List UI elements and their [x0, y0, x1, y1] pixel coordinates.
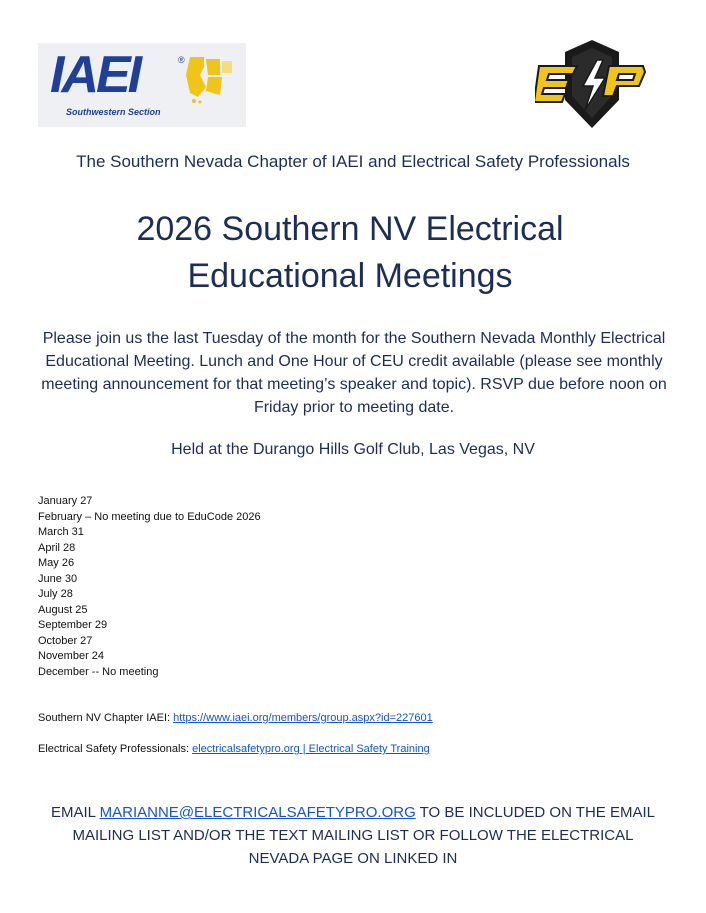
- schedule-item: March 31: [38, 526, 84, 538]
- title-line-1: 2026 Southern NV Electrical: [136, 210, 564, 248]
- intro-paragraph: Please join us the last Tuesday of the month for the Southern Nevada Monthly Electrical Educational Meeting. Lunch and One Hour of CEU credit available (please see monthly meeting announcement for that meeting’s speaker and topic). RSVP due before noon on Friday prior to meeting date.: [41, 330, 667, 416]
- cta-suffix: TO BE INCLUDED ON THE EMAIL MAILING LIST AND/OR THE TEXT MAILING LIST OR FOLLOW THE ELECTRICAL NEVADA PAGE ON LINKED IN: [72, 804, 655, 867]
- schedule-item: November 24: [38, 650, 105, 662]
- schedule-item: September 29: [38, 619, 108, 631]
- schedule-item: June 30: [38, 572, 78, 585]
- venue-text: Held at the Durango Hills Golf Club, Las Vegas, NV: [171, 441, 535, 458]
- schedule-item: December -- No meeting: [38, 665, 159, 678]
- esp-line: [38, 743, 430, 755]
- iaei-chapter-line: [38, 712, 433, 724]
- schedule-item: February – No meeting due to EduCode 2026: [38, 510, 261, 523]
- iaei-section-label: Southwestern Section: [66, 107, 161, 117]
- registered-mark: ®: [178, 55, 185, 65]
- title-line-2: Educational Meetings: [187, 257, 513, 295]
- schedule-item: October 27: [38, 634, 93, 647]
- cta-prefix: EMAIL: [51, 804, 100, 821]
- esp-shield-icon: [535, 38, 650, 130]
- iaei-chapter-label: Southern NV Chapter IAEI:: [38, 712, 174, 724]
- schedule-item: May 26: [38, 557, 75, 569]
- subtitle: The Southern Nevada Chapter of IAEI and Electrical Safety Professionals: [76, 152, 630, 171]
- schedule-item: July 28: [38, 588, 73, 600]
- page-title: [60, 206, 640, 300]
- iaei-logo: [38, 43, 246, 127]
- meeting-schedule: [38, 494, 261, 680]
- iaei-chapter-link[interactable]: https://www.iaei.org/members/group.aspx?id=227601: [173, 712, 433, 724]
- schedule-item: April 28: [38, 541, 76, 554]
- esp-label: Electrical Safety Professionals:: [38, 743, 193, 755]
- esp-link[interactable]: electricalsafetypro.org | Electrical Safety Training: [192, 743, 430, 755]
- email-call-to-action: [50, 801, 656, 870]
- iaei-wordmark: IAEI: [50, 46, 140, 104]
- southwest-states-icon: [184, 53, 236, 105]
- schedule-item: January 27: [38, 495, 93, 507]
- esp-logo: [535, 38, 650, 130]
- schedule-item: August 25: [38, 603, 88, 616]
- email-link[interactable]: MARIANNE@ELECTRICALSAFETYPRO.ORG: [99, 804, 416, 821]
